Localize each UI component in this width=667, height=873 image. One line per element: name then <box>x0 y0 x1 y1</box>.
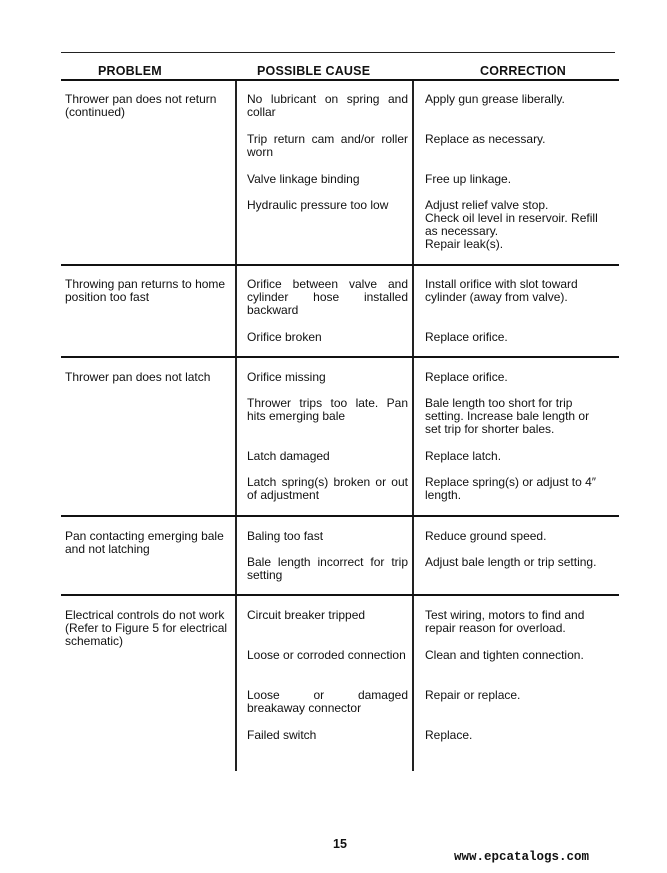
problem-text: Electrical controls do not work (Refer to Figure 5 for electrical schematic) <box>65 608 228 648</box>
correction-text: Adjust bale length or trip setting. <box>425 555 597 569</box>
correction-text: Test wiring, motors to find and repair reason for overload. <box>425 608 585 635</box>
header-problem: PROBLEM <box>98 64 162 78</box>
website-watermark: www.epcatalogs.com <box>454 850 590 864</box>
section-separator <box>61 594 619 596</box>
column-divider-right <box>412 81 414 771</box>
cause-text: Trip return cam and/or roller worn <box>247 132 408 159</box>
header-rule <box>61 79 619 81</box>
correction-text: Reduce ground speed. <box>425 529 547 543</box>
correction-text: Clean and tighten connection. <box>425 648 584 662</box>
cause-text: Failed switch <box>247 728 317 742</box>
cause-text: Hydraulic pressure too low <box>247 198 389 212</box>
cause-text: Loose or damaged breakaway connector <box>247 688 408 715</box>
section-separator <box>61 515 619 517</box>
cause-text: No lubricant on spring and collar <box>247 92 408 119</box>
section-separator <box>61 264 619 266</box>
cause-text: Latch spring(s) broken or out of adjustment <box>247 475 408 502</box>
correction-text: Replace as necessary. <box>425 132 546 146</box>
correction-text: Bale length too short for trip setting. Increase bale length or set trip for shorter bales. <box>425 396 590 436</box>
correction-text: Replace orifice. <box>425 330 508 344</box>
problem-text: Thrower pan does not return (continued) <box>65 92 217 119</box>
correction-text: Replace. <box>425 728 473 742</box>
cause-text: Thrower trips too late. Pan hits emerging bale <box>247 396 408 423</box>
header-possible-cause: POSSIBLE CAUSE <box>257 64 371 78</box>
correction-text: Replace latch. <box>425 449 502 463</box>
cause-text: Orifice between valve and cylinder hose installed backward <box>247 277 408 317</box>
top-rule <box>61 52 615 53</box>
correction-text: Replace spring(s) or adjust to 4″ length. <box>425 475 596 502</box>
cause-text: Latch damaged <box>247 449 330 463</box>
cause-text: Circuit breaker tripped <box>247 608 366 622</box>
correction-text: Apply gun grease liberally. <box>425 92 565 106</box>
cause-text: Orifice missing <box>247 370 326 384</box>
header-correction: CORRECTION <box>480 64 567 78</box>
correction-text: Adjust relief valve stop. Check oil level in reservoir. Refill as necessary. Repair leak(s). <box>425 198 598 251</box>
correction-text: Install orifice with slot toward cylinder (away from valve). <box>425 277 578 304</box>
problem-text: Pan contacting emerging bale and not latching <box>65 529 224 556</box>
cause-text: Loose or corroded connection <box>247 648 406 662</box>
section-separator <box>61 356 619 358</box>
column-divider-left <box>235 81 237 771</box>
problem-text: Thrower pan does not latch <box>65 370 211 384</box>
table-header <box>61 64 617 78</box>
correction-text: Free up linkage. <box>425 172 512 186</box>
cause-text: Baling too fast <box>247 529 324 543</box>
problem-text: Throwing pan returns to home position too fast <box>65 277 226 304</box>
cause-text: Valve linkage binding <box>247 172 360 186</box>
cause-text: Bale length incorrect for trip setting <box>247 555 408 582</box>
correction-text: Repair or replace. <box>425 688 521 702</box>
page-number: 15 <box>333 837 347 851</box>
correction-text: Replace orifice. <box>425 370 508 384</box>
cause-text: Orifice broken <box>247 330 322 344</box>
